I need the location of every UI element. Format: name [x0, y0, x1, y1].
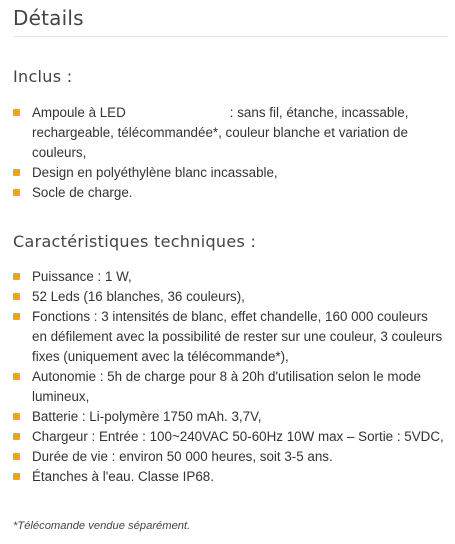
bullet-icon — [13, 189, 20, 196]
item-text: Puissance : 1 W, — [32, 269, 132, 284]
item-text: Autonomie : 5h de charge pour 8 à 20h d'utilisation selon le mode lumineux, — [32, 369, 421, 404]
bullet-icon — [13, 433, 20, 440]
list-item — [13, 183, 445, 203]
item-text: Fonctions : 3 intensités de blanc, effet chandelle, 160 000 couleurs en défilement avec la possibilité de rester sur une couleur, 3 couleurs fixes (uniquement avec la télécommande*), — [32, 309, 443, 364]
title-divider — [13, 36, 448, 37]
item-text: Étanches à l'eau. Classe IP68. — [32, 469, 214, 484]
bullet-icon — [13, 169, 20, 176]
list-item — [13, 427, 445, 447]
list-item — [13, 163, 445, 183]
footnote: *Télécomande vendue séparément. — [13, 520, 191, 532]
caracteristiques-heading: Caractéristiques techniques : — [13, 232, 257, 251]
bullet-icon — [13, 313, 20, 320]
list-item — [13, 407, 445, 427]
caracteristiques-list — [13, 267, 445, 487]
list-item — [13, 287, 445, 307]
inclus-heading: Inclus : — [13, 67, 73, 86]
item-text: Durée de vie : environ 50 000 heures, soit 3-5 ans. — [32, 449, 333, 464]
item-text: Design en polyéthylène blanc incassable, — [32, 165, 278, 180]
list-item — [13, 103, 445, 163]
bullet-icon — [13, 273, 20, 280]
item-text: 52 Leds (16 blanches, 36 couleurs), — [32, 289, 245, 304]
item-text: Socle de charge. — [32, 185, 133, 200]
inclus-list — [13, 103, 445, 203]
item-text: Batterie : Li-polymère 1750 mAh. 3,7V, — [32, 409, 262, 424]
bullet-icon — [13, 473, 20, 480]
bullet-icon — [13, 453, 20, 460]
item-text: : sans fil, étanche, incassable, rechargeable, télécommandée*, couleur blanche et variation de couleurs, — [32, 105, 409, 160]
bullet-icon — [13, 109, 20, 116]
bullet-icon — [13, 293, 20, 300]
bullet-icon — [13, 373, 20, 380]
list-item — [13, 267, 445, 287]
page-title: Détails — [13, 6, 84, 30]
list-item — [13, 367, 445, 407]
list-item — [13, 447, 445, 467]
item-text: Chargeur : Entrée : 100~240VAC 50-60Hz 10W max – Sortie : 5VDC, — [32, 429, 444, 444]
item-prefix: Ampoule à LED — [32, 105, 126, 120]
list-item — [13, 467, 445, 487]
list-item — [13, 307, 445, 367]
bullet-icon — [13, 413, 20, 420]
